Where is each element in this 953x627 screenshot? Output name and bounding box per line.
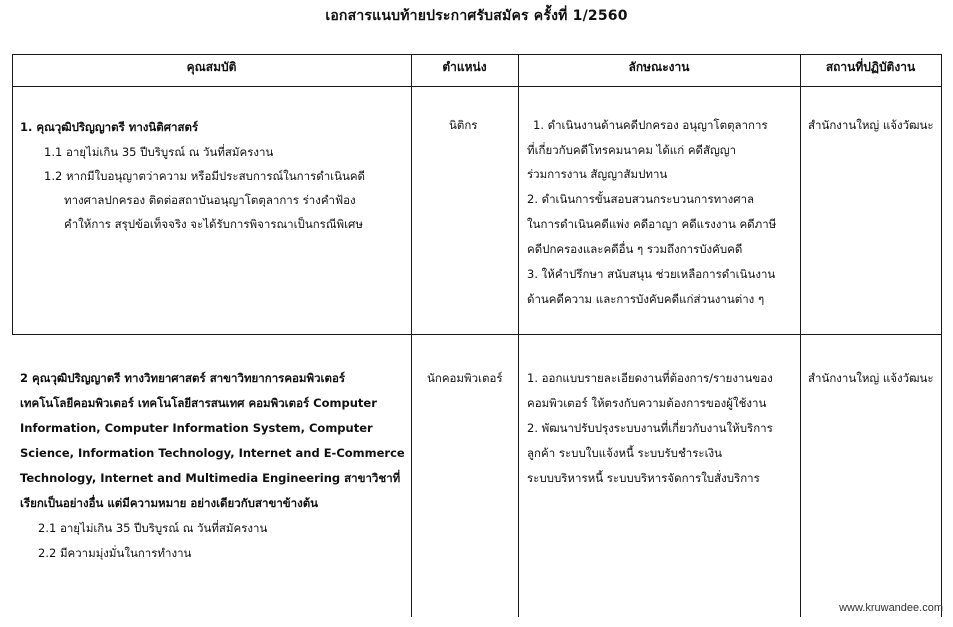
- qualification-line: Information, Computer Information System, Computer: [20, 421, 373, 435]
- qualification-line: 2.2 มีความมุ่งมั่นในการทำงาน: [38, 546, 192, 560]
- job-line: คดีปกครองและคดีอื่น ๆ รวมถึงการบังคับคดี: [527, 242, 743, 256]
- header-bottom-border: [12, 86, 942, 87]
- job-line: ด้านคดีความ และการบังคับคดีแก่ส่วนงานต่าง ๆ: [527, 292, 765, 306]
- column-divider-3: [800, 54, 801, 617]
- column-divider-2: [518, 54, 519, 617]
- job-line: 3. ให้คำปรึกษา สนับสนุน ช่วยเหลือการดำเนินงาน: [527, 267, 776, 281]
- job-line: ระบบบริหารหนี้ ระบบบริหารจัดการใบสั่งบริการ: [527, 471, 760, 485]
- table-left-border: [12, 54, 13, 334]
- job-line: 1. ออกแบบรายละเอียดงานที่ต้องการ/รายงานของ: [527, 371, 773, 385]
- job-line: 2. ดำเนินการขั้นสอบสวนกระบวนการทางศาล: [527, 192, 755, 206]
- header-qualification: คุณสมบัติ: [186, 60, 237, 74]
- qualification-line: 1.2 หากมีใบอนุญาตว่าความ หรือมีประสบการณ์ในการดำเนินคดี: [44, 169, 365, 183]
- qualification-line: 2.1 อายุไม่เกิน 35 ปีบริบูรณ์ ณ วันที่สมัครงาน: [38, 521, 268, 535]
- header-job-description: ลักษณะงาน: [628, 60, 690, 74]
- qualification-line: เรียกเป็นอย่างอื่น แต่มีความหมาย อย่างเดียวกับสาขาข้างต้น: [20, 496, 319, 510]
- qualification-line: Science, Information Technology, Internet and E-Commerce: [20, 446, 405, 460]
- qualification-line: คำให้การ สรุปข้อเท็จจริง จะได้รับการพิจารณาเป็นกรณีพิเศษ: [64, 217, 363, 231]
- job-line: 1. ดำเนินงานด้านคดีปกครอง อนุญาโตตุลาการ: [533, 118, 768, 132]
- qualification-heading: 1. คุณวุฒิปริญญาตรี ทางนิติศาสตร์: [20, 120, 199, 134]
- location-cell: สำนักงานใหญ่ แจ้งวัฒนะ: [808, 118, 934, 132]
- row-divider: [12, 334, 942, 335]
- website-watermark: www.kruwandee.com: [839, 602, 943, 614]
- job-line: ในการดำเนินคดีแพ่ง คดีอาญา คดีแรงงาน คดีภาษี: [527, 217, 777, 231]
- header-work-location: สถานที่ปฏิบัติงาน: [825, 60, 916, 74]
- table-top-border: [12, 54, 942, 55]
- position-cell: นิติกร: [449, 118, 478, 132]
- table-right-border: [941, 54, 942, 617]
- position-cell: นักคอมพิวเตอร์: [427, 371, 503, 385]
- job-line: ลูกค้า ระบบใบแจ้งหนี้ ระบบรับชำระเงิน: [527, 446, 723, 460]
- job-line: คอมพิวเตอร์ ให้ตรงกับความต้องการของผู้ใช้งาน: [527, 396, 767, 410]
- qualification-line: ทางศาลปกครอง ติดต่อสถาบันอนุญาโตตุลาการ ร่างคำฟ้อง: [64, 193, 356, 207]
- column-divider-1: [411, 54, 412, 617]
- document-title: เอกสารแนบท้ายประกาศรับสมัคร ครั้งที่ 1/2560: [325, 8, 628, 24]
- job-line: ที่เกี่ยวกับคดีโทรคมนาคม ได้แก่ คดีสัญญา: [527, 143, 737, 157]
- location-cell: สำนักงานใหญ่ แจ้งวัฒนะ: [808, 371, 934, 385]
- qualification-line: 1.1 อายุไม่เกิน 35 ปีบริบูรณ์ ณ วันที่สมัครงาน: [44, 145, 274, 159]
- qualification-line: เทคโนโลยีคอมพิวเตอร์ เทคโนโลยีสารสนเทศ คอมพิวเตอร์ Computer: [20, 396, 377, 410]
- qualification-line: Technology, Internet and Multimedia Engineering สาขาวิชาที่: [20, 471, 401, 485]
- qualification-heading: 2 คุณวุฒิปริญญาตรี ทางวิทยาศาสตร์ สาขาวิทยาการคอมพิวเตอร์: [20, 371, 346, 385]
- header-position: ตำแหน่ง: [442, 60, 487, 74]
- job-line: ร่วมการงาน สัญญาสัมปทาน: [527, 167, 668, 181]
- job-line: 2. พัฒนาปรับปรุงระบบงานที่เกี่ยวกับงานให้บริการ: [527, 421, 773, 435]
